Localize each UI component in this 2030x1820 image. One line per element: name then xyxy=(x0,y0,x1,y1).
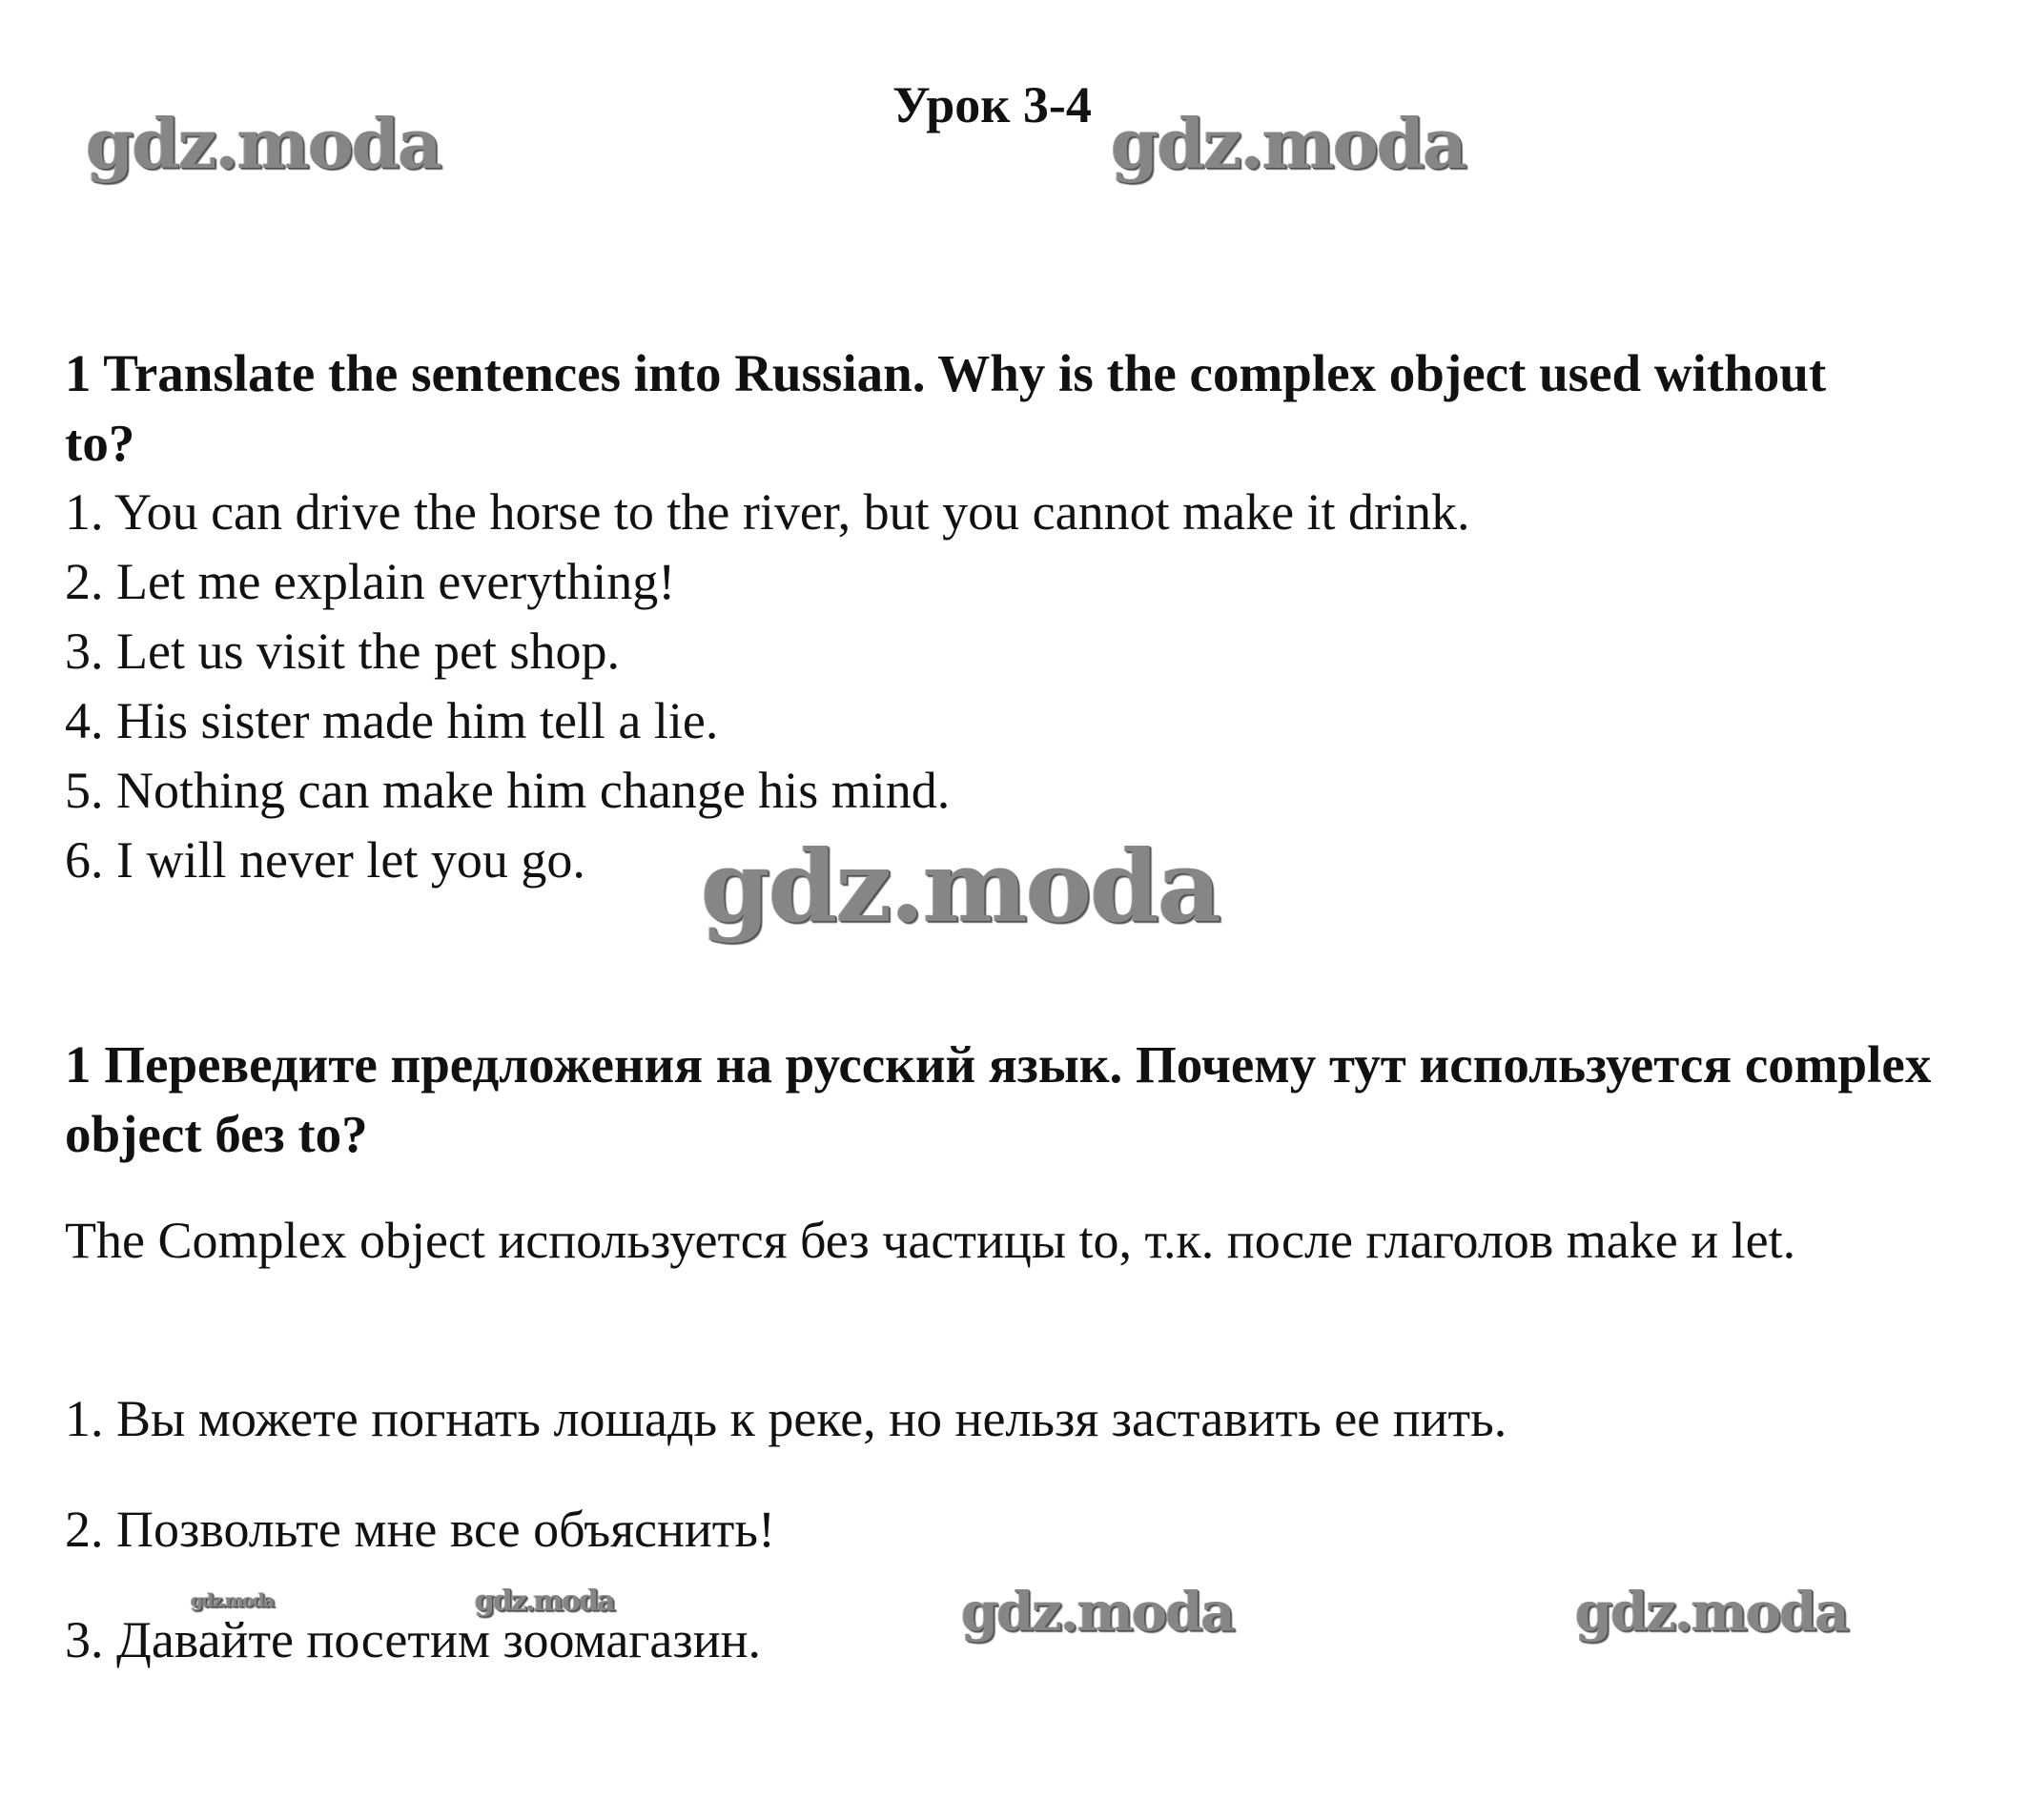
watermark-logo: gdz.moda xyxy=(1111,103,1466,184)
watermark-logo: gdz.moda xyxy=(191,1590,274,1611)
watermark-logo: gdz.moda xyxy=(961,1581,1234,1644)
task-heading-en: 1 Translate the sentences into Russian. Why is the complex object used without to? xyxy=(65,344,1827,472)
task-heading-ru: 1 Переведите предложения на русский язык. Почему тут используется complex object без to? xyxy=(65,1035,1932,1163)
sentence-4: 4. His sister made him tell a lie. xyxy=(65,692,719,749)
sentence-3: 3. Let us visit the pet shop. xyxy=(65,623,620,680)
translation-2: 2. Позвольте мне все объяснить! xyxy=(65,1501,776,1558)
explanation-text: The Complex object используется без частицы to, т.к. после глаголов make и let. xyxy=(65,1212,1796,1269)
translation-3: 3. Давайте посетим зоомагазин. xyxy=(65,1611,762,1668)
sentence-1: 1. You can drive the horse to the river, but you cannot make it drink. xyxy=(65,483,1470,541)
watermark-logo: gdz.moda xyxy=(86,103,441,184)
translation-1: 1. Вы можете погнать лошадь к реке, но нельзя заставить ее пить. xyxy=(65,1390,1507,1447)
lesson-title: Урок 3-4 xyxy=(892,76,1092,133)
watermark-logo: gdz.moda xyxy=(701,828,1220,945)
watermark-logo: gdz.moda xyxy=(475,1585,614,1618)
watermark-logo: gdz.moda xyxy=(1575,1581,1848,1644)
sentence-6: 6. I will never let you go. xyxy=(65,831,585,889)
sentence-5: 5. Nothing can make him change his mind. xyxy=(65,762,951,819)
sentence-2: 2. Let me explain everything! xyxy=(65,553,676,610)
